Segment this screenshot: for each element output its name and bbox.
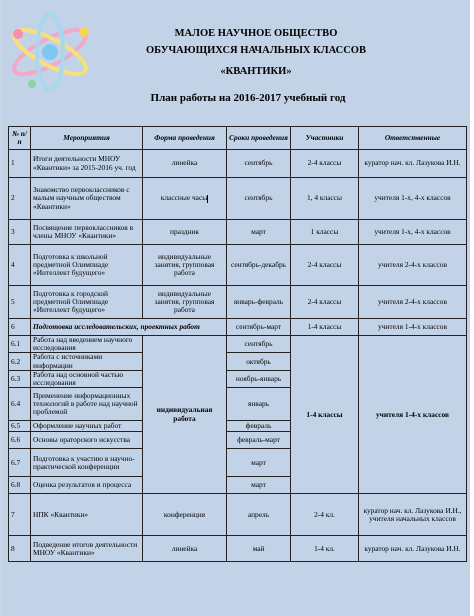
col-responsible: Ответственные <box>359 127 467 150</box>
table-row <box>9 286 467 319</box>
table-cell: учителя 2-4-х классов <box>359 245 467 286</box>
table-cell: ноябрь-январь <box>227 370 291 387</box>
table-cell: 6 <box>9 319 31 336</box>
table-row <box>9 220 467 245</box>
col-dates: Сроки проведения <box>227 127 291 150</box>
table-cell: сентябрь <box>227 336 291 353</box>
table-cell: 2-4 классы <box>291 245 359 286</box>
table-cell: 2-4 классы <box>291 286 359 319</box>
table-cell: 1-4 классы <box>291 319 359 336</box>
table-cell: октябрь <box>227 353 291 370</box>
table-cell: индивидуальные занятия, групповая работа <box>143 286 227 319</box>
table-cell: март <box>227 220 291 245</box>
table-cell: 6.3 <box>9 370 31 387</box>
col-event: Мероприятия <box>31 127 143 150</box>
table-row <box>9 494 467 536</box>
table-cell: куратор нач. кл. Лазукова И.Н. <box>359 150 467 178</box>
table-row <box>9 245 467 286</box>
table-cell: сентябрь-декабрь <box>227 245 291 286</box>
table-cell: 6.8 <box>9 477 31 494</box>
table-cell: Подготовка к городской предметной Олимпиаде «Интеллект будущего» <box>31 286 143 319</box>
plan-title: План работы на 2016-2017 учебный год <box>150 92 346 104</box>
table-cell: куратор нач. кл. Лазукова И.Н. <box>359 536 467 562</box>
table-row <box>9 319 467 336</box>
table-cell: февраль-март <box>227 432 291 449</box>
table-cell: учителя 2-4-х классов <box>359 286 467 319</box>
table-cell: линейка <box>143 150 227 178</box>
table-cell: 6.2 <box>9 353 31 370</box>
page-edge <box>470 0 474 616</box>
table-cell: март <box>227 449 291 477</box>
text-cursor <box>207 195 208 203</box>
table-cell: Работа с источниками информации <box>31 353 143 370</box>
table-cell: Подготовка исследовательских, проектных работ <box>31 319 227 336</box>
table-cell: январь <box>227 388 291 421</box>
table-row <box>9 336 467 353</box>
table-cell: март <box>227 477 291 494</box>
col-form: Форма проведения <box>143 127 227 150</box>
table-row <box>9 536 467 562</box>
table-cell: Подготовка к школьной предметной Олимпиаде «Интеллект будущего» <box>31 245 143 286</box>
table-cell: 2-4 классы <box>291 150 359 178</box>
table-cell: Основы ораторского искусства <box>31 432 143 449</box>
table-cell: учителя 1-4-х классов <box>359 319 467 336</box>
table-cell: 2-4 кл. <box>291 494 359 536</box>
table-cell: 7 <box>9 494 31 536</box>
table-cell: 6.6 <box>9 432 31 449</box>
plan-table <box>8 126 467 562</box>
table-cell: 2 <box>9 178 31 220</box>
table-cell: 3 <box>9 220 31 245</box>
table-row <box>9 178 467 220</box>
table-cell: 6.7 <box>9 449 31 477</box>
table-cell: 1-4 классы <box>291 336 359 494</box>
table-cell: 6.1 <box>9 336 31 353</box>
table-cell: сентябрь-март <box>227 319 291 336</box>
table-cell: учителя 1-4-х классов <box>359 336 467 494</box>
table-cell: Применение информационных технологий в работе над научной проблемой <box>31 388 143 421</box>
table-cell: май <box>227 536 291 562</box>
table-cell: индивидуальные занятия, групповая работа <box>143 245 227 286</box>
table-cell: Итоги деятельности МНОУ «Квантики» за 2015-2016 уч. год <box>31 150 143 178</box>
table-row <box>9 150 467 178</box>
document-page <box>2 0 470 616</box>
table-cell: январь-февраль <box>227 286 291 319</box>
table-cell: сентябрь <box>227 150 291 178</box>
table-header-row <box>9 127 467 150</box>
table-cell: 4 <box>9 245 31 286</box>
table-cell: 1-4 кл. <box>291 536 359 562</box>
header-line-3: «КВАНТИКИ» <box>220 66 292 77</box>
table-cell: конференция <box>143 494 227 536</box>
table-cell: учителя 1-х, 4-х классов <box>359 220 467 245</box>
table-cell: апрель <box>227 494 291 536</box>
table-cell: Посвящение первоклассников в члены МНОУ «Квантики» <box>31 220 143 245</box>
table-cell: февраль <box>227 421 291 432</box>
table-cell: Знакомство первоклассников с малым научным обществом «Квантики» <box>31 178 143 220</box>
table-cell: Подведение итогов деятельности МНОУ «Квантики» <box>31 536 143 562</box>
table-cell: 1 классы <box>291 220 359 245</box>
table-cell: 5 <box>9 286 31 319</box>
col-num: № п/п <box>9 127 31 150</box>
table-cell: линейка <box>143 536 227 562</box>
editable-cell[interactable]: классные часы <box>143 178 227 220</box>
table-cell: Работа над основной частью исследования <box>31 370 143 387</box>
table-cell: Оценка результатов и процесса <box>31 477 143 494</box>
table-cell: 1 <box>9 150 31 178</box>
table-cell: 6.5 <box>9 421 31 432</box>
table-cell: НПК «Квантики» <box>31 494 143 536</box>
header-line-1: МАЛОЕ НАУЧНОЕ ОБЩЕСТВО <box>174 28 338 39</box>
table-cell: 6.4 <box>9 388 31 421</box>
col-participants: Участники <box>291 127 359 150</box>
header-line-2: ОБУЧАЮЩИХСЯ НАЧАЛЬНЫХ КЛАССОВ <box>146 45 366 56</box>
table-cell: индивидуальная работа <box>143 336 227 494</box>
table-cell: Подготовка к участию в научно-практической конференции <box>31 449 143 477</box>
table-cell: учителя 1-х, 4-х классов <box>359 178 467 220</box>
table-cell: Работа над введением научного исследования <box>31 336 143 353</box>
table-cell: куратор нач. кл. Лазукова И.Н., учителя начальных классов <box>359 494 467 536</box>
table-cell: праздник <box>143 220 227 245</box>
table-cell: 8 <box>9 536 31 562</box>
table-cell: 1, 4 классы <box>291 178 359 220</box>
table-cell: сентябрь <box>227 178 291 220</box>
table-cell: Оформление научных работ <box>31 421 143 432</box>
